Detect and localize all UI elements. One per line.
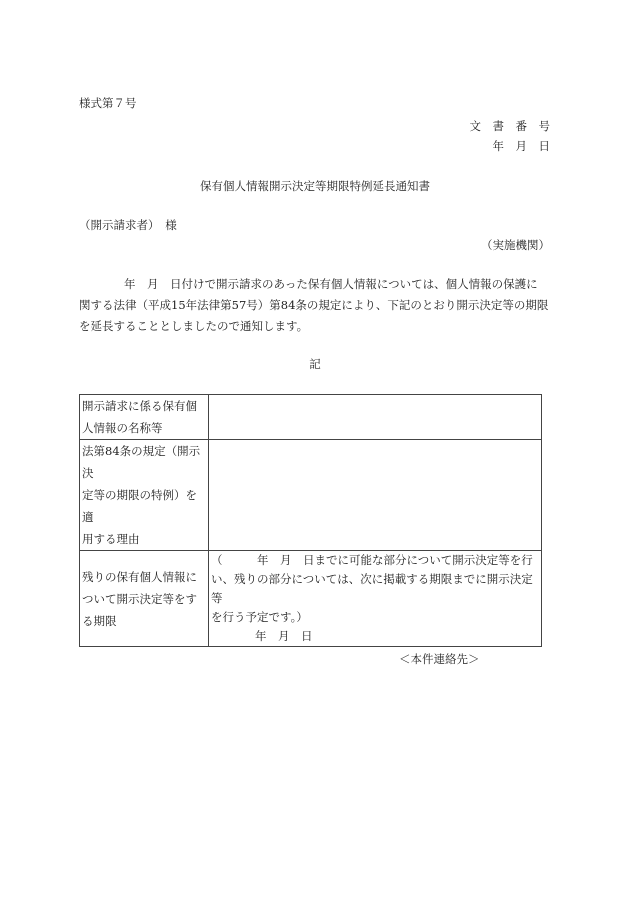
table-row (80, 440, 542, 551)
label-line: 残りの保有個人情報に (82, 569, 197, 584)
body-line: 年 月 日付けで開示請求のあった保有個人情報については、個人情報の保護に (124, 277, 538, 291)
addressee: （開示請求者） 様 (79, 218, 177, 232)
row-value (209, 440, 542, 551)
row-label (80, 395, 209, 440)
row-label (80, 440, 209, 551)
note-line: を行う予定です。） (211, 610, 308, 624)
row-value (209, 395, 542, 440)
label-line: 開示請求に係る保有個 (82, 399, 197, 413)
contact-heading: ＜本件連絡先＞ (399, 652, 480, 666)
label-line: 法第84条の規定（開示決 (82, 444, 201, 480)
label-line: ついて開示決定等をす (82, 591, 197, 606)
notice-table (79, 394, 542, 647)
note-line: い、残りの部分については、次に掲載する期限までに開示決定等 (211, 572, 533, 605)
table-row (80, 551, 542, 647)
document-number-label: 文 書 番 号 (469, 119, 550, 133)
document-title: 保有個人情報開示決定等期限特例延長通知書 (200, 179, 430, 193)
table-row (80, 395, 542, 440)
deadline-date: 年 月 日 (255, 629, 313, 643)
date-label: 年 月 日 (492, 139, 550, 153)
sender-agency: （実施機関） (481, 238, 550, 252)
deadline-note (209, 551, 542, 647)
body-line: 関する法律（平成15年法律第57号）第84条の規定により、下記のとおり開示決定等の期限 (79, 298, 549, 312)
label-line: 人情報の名称等 (82, 421, 163, 435)
ki-heading: 記 (309, 357, 321, 371)
form-number: 様式第７号 (79, 96, 137, 110)
note-line: （ 年 月 日までに可能な部分について開示決定等を行 (211, 553, 533, 567)
body-line: を延長することとしましたので通知します。 (79, 319, 309, 333)
label-line: る期限 (82, 613, 117, 628)
row-label (80, 551, 209, 647)
label-line: 用する理由 (82, 532, 140, 546)
label-line: 定等の期限の特例）を適 (82, 488, 197, 524)
